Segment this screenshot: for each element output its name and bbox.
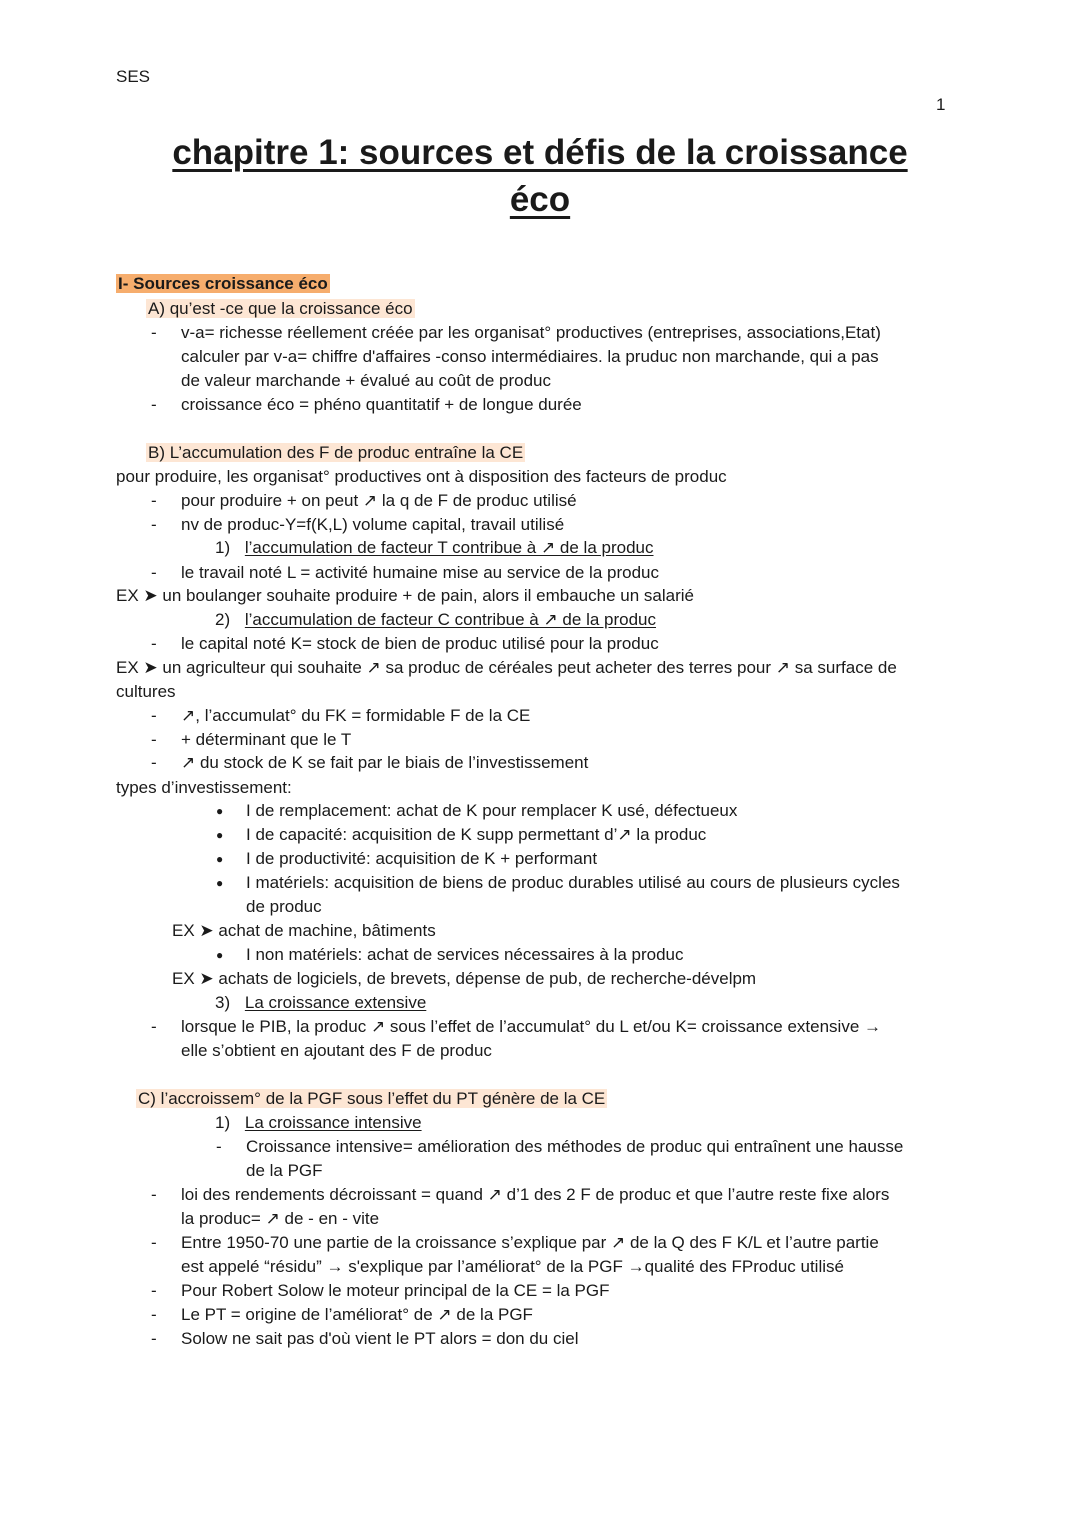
numbered-heading-extensive: La croissance extensive — [244, 993, 427, 1012]
page-number: 1 — [936, 95, 946, 114]
list-item: - pour produire + on peut ↗ la q de F de produc utilisé — [181, 490, 577, 512]
bullet-item: ● I de remplacement: achat de K pour remplacer K usé, défectueux — [246, 800, 737, 822]
section-heading-sources: I- Sources croissance éco — [118, 274, 328, 293]
example-line-continuation: cultures — [116, 682, 176, 701]
subsection-heading-b: B) L’accumulation des F de produc entraîne la CE — [148, 443, 524, 462]
bullet-item-continuation: de produc — [246, 897, 322, 916]
bullet-item: ● I de productivité: acquisition de K + performant — [246, 848, 597, 870]
example-line: EX ➤ achats de logiciels, de brevets, dépense de pub, de recherche-dévelpm — [172, 969, 757, 988]
list-item: - nv de produc-Y=f(K,L) volume capital, travail utilisé — [181, 514, 564, 536]
list-item: - ↗ du stock de K se fait par le biais de l’investissement — [181, 752, 588, 774]
list-item: - Solow ne sait pas d'où vient le PT alors = don du ciel — [181, 1328, 578, 1350]
list-item: - lorsque le PIB, la produc ↗ sous l’effet de l’accumulat° du L et/ou K= croissance extensive → — [181, 1016, 881, 1038]
subsection-heading-c: C) l’accroissem° de la PGF sous l’effet du PT génère de la CE — [138, 1089, 606, 1108]
list-item-continuation: de la PGF — [246, 1161, 323, 1180]
list-item-continuation: calculer par v-a= chiffre d'affaires -conso intermédiaires. la pruduc non marchande, qui a pas — [181, 347, 879, 366]
list-item: - Croissance intensive= amélioration des méthodes de produc qui entraînent une hausse — [246, 1136, 903, 1158]
list-item-continuation: la produc= ↗ de - en - vite — [181, 1209, 380, 1228]
example-line: EX ➤ un boulanger souhaite produire + de pain, alors il embauche un salarié — [116, 586, 694, 605]
bullet-item: ● I non matériels: achat de services nécessaires à la produc — [246, 944, 684, 966]
bullet-item: ● I de capacité: acquisition de K supp permettant d’↗ la produc — [246, 824, 706, 846]
list-item: - le capital noté K= stock de bien de produc utilisé pour la produc — [181, 633, 659, 655]
list-item-continuation: est appelé “résidu” → s'explique par l’améliorat° de la PGF →qualité des FProduc utilisé — [181, 1257, 844, 1276]
subject-header: SES — [116, 67, 151, 86]
list-item-continuation: elle s’obtient en ajoutant des F de produc — [181, 1041, 492, 1060]
numbered-heading-number: 3) — [215, 993, 231, 1012]
numbered-heading-capital: l’accumulation de facteur C contribue à ↗ de la produc — [244, 610, 656, 629]
numbered-heading-labour: l’accumulation de facteur T contribue à ↗ de la produc — [244, 538, 654, 557]
bullet-item: ● I matériels: acquisition de biens de produc durables utilisé au cours de plusieurs cycles — [246, 872, 900, 894]
paragraph: types d’investissement: — [116, 778, 292, 797]
subsection-heading-a: A) qu’est -ce que la croissance éco — [148, 299, 413, 318]
list-item-continuation: de valeur marchande + évalué au coût de produc — [181, 371, 551, 390]
chapter-title-line1: chapitre 1: sources et défis de la croissance — [172, 133, 908, 172]
list-item: - croissance éco = phéno quantitatif + de longue durée — [181, 394, 582, 416]
list-item: - v-a= richesse réellement créée par les organisat° productives (entreprises, associations,Etat) — [181, 322, 881, 344]
example-line: EX ➤ un agriculteur qui souhaite ↗ sa produc de céréales peut acheter des terres pour ↗ sa surface de — [116, 658, 897, 677]
list-item: - Entre 1950-70 une partie de la croissance s’explique par ↗ de la Q des F K/L et l’autre partie — [181, 1232, 879, 1254]
paragraph: pour produire, les organisat° productives ont à disposition des facteurs de produc — [116, 467, 727, 486]
numbered-heading-number: 1) — [215, 1113, 231, 1132]
list-item: - loi des rendements décroissant = quand ↗ d’1 des 2 F de produc et que l’autre reste fixe alors — [181, 1184, 889, 1206]
list-item: - + déterminant que le T — [181, 729, 351, 751]
example-line: EX ➤ achat de machine, bâtiments — [172, 921, 436, 940]
list-item: - le travail noté L = activité humaine mise au service de la produc — [181, 562, 659, 584]
list-item: - Le PT = origine de l’améliorat° de ↗ de la PGF — [181, 1304, 533, 1326]
numbered-heading-intensive: La croissance intensive — [244, 1113, 422, 1132]
list-item: - ↗, l’accumulat° du FK = formidable F de la CE — [181, 705, 530, 727]
numbered-heading-number: 1) — [215, 538, 231, 557]
chapter-title-line2: éco — [509, 180, 571, 219]
list-item: - Pour Robert Solow le moteur principal de la CE = la PGF — [181, 1280, 610, 1302]
numbered-heading-number: 2) — [215, 610, 231, 629]
